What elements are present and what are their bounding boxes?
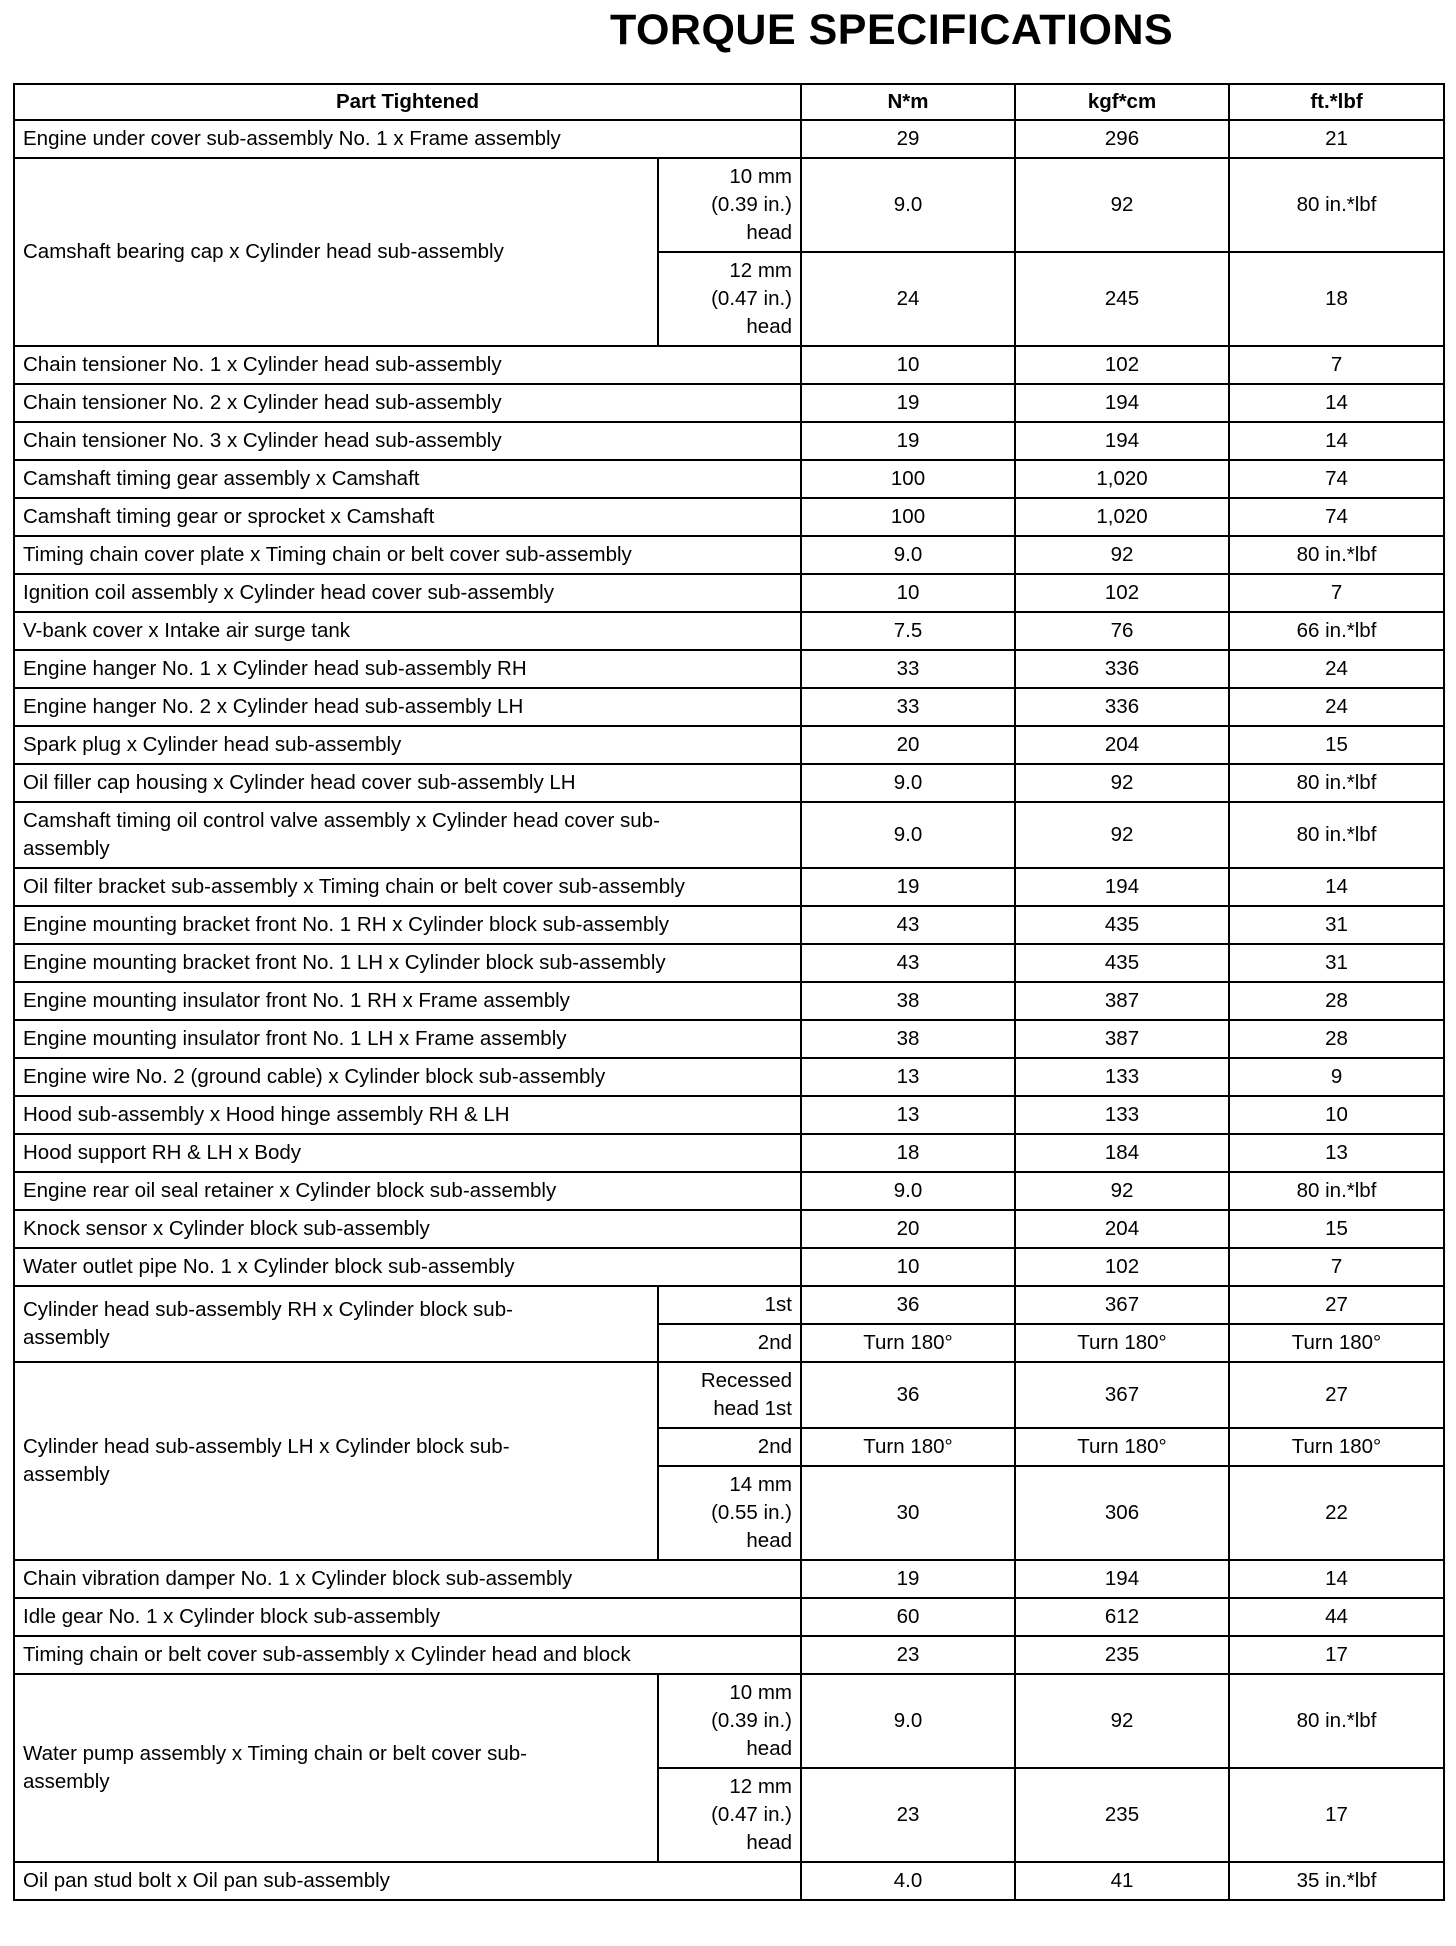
table-row	[14, 1172, 1444, 1210]
nm-cell: 10	[801, 574, 1015, 612]
part-tightened-cell: Engine under cover sub-assembly No. 1 x Frame assembly	[14, 120, 801, 158]
kgf-cm-cell: Turn 180°	[1015, 1324, 1229, 1362]
part-tightened-cell: Engine hanger No. 2 x Cylinder head sub-assembly LH	[14, 688, 801, 726]
kgf-cm-cell: 235	[1015, 1636, 1229, 1674]
ft-lbf-cell: 13	[1229, 1134, 1444, 1172]
kgf-cm-cell: 612	[1015, 1598, 1229, 1636]
table-row	[14, 384, 1444, 422]
part-tightened-cell: Chain vibration damper No. 1 x Cylinder block sub-assembly	[14, 1560, 801, 1598]
table-row	[14, 1020, 1444, 1058]
kgf-cm-cell: 336	[1015, 650, 1229, 688]
condition-cell: 14 mm (0.55 in.) head	[658, 1466, 801, 1560]
nm-cell: 30	[801, 1466, 1015, 1560]
table-row	[14, 1210, 1444, 1248]
part-tightened-cell: Camshaft bearing cap x Cylinder head sub-assembly	[14, 158, 658, 346]
header-part-tightened: Part Tightened	[14, 84, 801, 120]
kgf-cm-cell: 245	[1015, 252, 1229, 346]
ft-lbf-cell: 24	[1229, 688, 1444, 726]
ft-lbf-cell: 74	[1229, 460, 1444, 498]
torque-spec-table	[13, 83, 1445, 1901]
condition-cell: 2nd	[658, 1324, 801, 1362]
condition-cell: 10 mm (0.39 in.) head	[658, 158, 801, 252]
kgf-cm-cell: 387	[1015, 1020, 1229, 1058]
table-row	[14, 1674, 1444, 1768]
table-row	[14, 1096, 1444, 1134]
part-tightened-cell: Idle gear No. 1 x Cylinder block sub-assembly	[14, 1598, 801, 1636]
part-tightened-cell: Cylinder head sub-assembly RH x Cylinder block sub- assembly	[14, 1286, 658, 1362]
ft-lbf-cell: 80 in.*lbf	[1229, 158, 1444, 252]
kgf-cm-cell: 336	[1015, 688, 1229, 726]
table-row	[14, 1134, 1444, 1172]
kgf-cm-cell: 194	[1015, 1560, 1229, 1598]
kgf-cm-cell: 76	[1015, 612, 1229, 650]
part-tightened-cell: Spark plug x Cylinder head sub-assembly	[14, 726, 801, 764]
nm-cell: 9.0	[801, 764, 1015, 802]
condition-cell: 12 mm (0.47 in.) head	[658, 1768, 801, 1862]
nm-cell: 33	[801, 650, 1015, 688]
kgf-cm-cell: 306	[1015, 1466, 1229, 1560]
table-row	[14, 982, 1444, 1020]
part-tightened-cell: Camshaft timing oil control valve assembly x Cylinder head cover sub- assembly	[14, 802, 801, 868]
table-row	[14, 536, 1444, 574]
table-row	[14, 688, 1444, 726]
table-row	[14, 1560, 1444, 1598]
part-tightened-cell: Engine wire No. 2 (ground cable) x Cylinder block sub-assembly	[14, 1058, 801, 1096]
condition-cell: 2nd	[658, 1428, 801, 1466]
part-tightened-cell: V-bank cover x Intake air surge tank	[14, 612, 801, 650]
part-tightened-cell: Engine hanger No. 1 x Cylinder head sub-assembly RH	[14, 650, 801, 688]
table-row	[14, 460, 1444, 498]
kgf-cm-cell: 102	[1015, 1248, 1229, 1286]
nm-cell: 24	[801, 252, 1015, 346]
ft-lbf-cell: 18	[1229, 252, 1444, 346]
part-tightened-cell: Engine rear oil seal retainer x Cylinder block sub-assembly	[14, 1172, 801, 1210]
kgf-cm-cell: 92	[1015, 1674, 1229, 1768]
nm-cell: 19	[801, 384, 1015, 422]
part-tightened-cell: Timing chain cover plate x Timing chain or belt cover sub-assembly	[14, 536, 801, 574]
header-nm: N*m	[801, 84, 1015, 120]
table-row	[14, 1862, 1444, 1900]
ft-lbf-cell: 44	[1229, 1598, 1444, 1636]
kgf-cm-cell: 1,020	[1015, 498, 1229, 536]
ft-lbf-cell: 24	[1229, 650, 1444, 688]
kgf-cm-cell: 194	[1015, 868, 1229, 906]
part-tightened-cell: Oil pan stud bolt x Oil pan sub-assembly	[14, 1862, 801, 1900]
condition-cell: 10 mm (0.39 in.) head	[658, 1674, 801, 1768]
nm-cell: 38	[801, 1020, 1015, 1058]
table-row	[14, 650, 1444, 688]
nm-cell: 29	[801, 120, 1015, 158]
kgf-cm-cell: 92	[1015, 158, 1229, 252]
nm-cell: 36	[801, 1362, 1015, 1428]
table-row	[14, 906, 1444, 944]
table-row	[14, 1286, 1444, 1324]
ft-lbf-cell: Turn 180°	[1229, 1428, 1444, 1466]
table-row	[14, 574, 1444, 612]
kgf-cm-cell: 194	[1015, 422, 1229, 460]
ft-lbf-cell: 80 in.*lbf	[1229, 802, 1444, 868]
part-tightened-cell: Chain tensioner No. 3 x Cylinder head sub-assembly	[14, 422, 801, 460]
nm-cell: 43	[801, 944, 1015, 982]
table-row	[14, 1248, 1444, 1286]
nm-cell: 9.0	[801, 158, 1015, 252]
kgf-cm-cell: 204	[1015, 1210, 1229, 1248]
condition-cell: 12 mm (0.47 in.) head	[658, 252, 801, 346]
part-tightened-cell: Engine mounting insulator front No. 1 LH x Frame assembly	[14, 1020, 801, 1058]
kgf-cm-cell: 133	[1015, 1058, 1229, 1096]
nm-cell: 36	[801, 1286, 1015, 1324]
table-body	[14, 120, 1444, 1900]
nm-cell: 100	[801, 460, 1015, 498]
ft-lbf-cell: 22	[1229, 1466, 1444, 1560]
ft-lbf-cell: 7	[1229, 574, 1444, 612]
table-row	[14, 158, 1444, 252]
kgf-cm-cell: 194	[1015, 384, 1229, 422]
nm-cell: Turn 180°	[801, 1324, 1015, 1362]
ft-lbf-cell: 14	[1229, 868, 1444, 906]
nm-cell: 10	[801, 1248, 1015, 1286]
nm-cell: 4.0	[801, 1862, 1015, 1900]
nm-cell: 19	[801, 1560, 1015, 1598]
ft-lbf-cell: 28	[1229, 1020, 1444, 1058]
ft-lbf-cell: 14	[1229, 384, 1444, 422]
table-row	[14, 1362, 1444, 1428]
part-tightened-cell: Ignition coil assembly x Cylinder head cover sub-assembly	[14, 574, 801, 612]
part-tightened-cell: Chain tensioner No. 1 x Cylinder head sub-assembly	[14, 346, 801, 384]
table-row	[14, 944, 1444, 982]
kgf-cm-cell: 387	[1015, 982, 1229, 1020]
ft-lbf-cell: 31	[1229, 906, 1444, 944]
kgf-cm-cell: 92	[1015, 764, 1229, 802]
table-row	[14, 612, 1444, 650]
nm-cell: 33	[801, 688, 1015, 726]
part-tightened-cell: Water pump assembly x Timing chain or belt cover sub- assembly	[14, 1674, 658, 1862]
kgf-cm-cell: 92	[1015, 1172, 1229, 1210]
nm-cell: 20	[801, 726, 1015, 764]
nm-cell: 38	[801, 982, 1015, 1020]
part-tightened-cell: Chain tensioner No. 2 x Cylinder head sub-assembly	[14, 384, 801, 422]
table-row	[14, 422, 1444, 460]
condition-cell: Recessed head 1st	[658, 1362, 801, 1428]
ft-lbf-cell: 80 in.*lbf	[1229, 764, 1444, 802]
kgf-cm-cell: 102	[1015, 346, 1229, 384]
table-row	[14, 1598, 1444, 1636]
nm-cell: 7.5	[801, 612, 1015, 650]
kgf-cm-cell: 41	[1015, 1862, 1229, 1900]
page-title: TORQUE SPECIFICATIONS	[610, 6, 1174, 54]
kgf-cm-cell: 435	[1015, 906, 1229, 944]
ft-lbf-cell: 14	[1229, 1560, 1444, 1598]
part-tightened-cell: Engine mounting bracket front No. 1 LH x Cylinder block sub-assembly	[14, 944, 801, 982]
nm-cell: 23	[801, 1636, 1015, 1674]
kgf-cm-cell: 102	[1015, 574, 1229, 612]
part-tightened-cell: Hood support RH & LH x Body	[14, 1134, 801, 1172]
table-row	[14, 1636, 1444, 1674]
part-tightened-cell: Engine mounting insulator front No. 1 RH x Frame assembly	[14, 982, 801, 1020]
table-row	[14, 726, 1444, 764]
table-header-row	[14, 84, 1444, 120]
nm-cell: 43	[801, 906, 1015, 944]
ft-lbf-cell: 17	[1229, 1636, 1444, 1674]
nm-cell: 60	[801, 1598, 1015, 1636]
part-tightened-cell: Oil filter bracket sub-assembly x Timing chain or belt cover sub-assembly	[14, 868, 801, 906]
ft-lbf-cell: 80 in.*lbf	[1229, 1172, 1444, 1210]
ft-lbf-cell: 31	[1229, 944, 1444, 982]
nm-cell: 9.0	[801, 536, 1015, 574]
nm-cell: 23	[801, 1768, 1015, 1862]
nm-cell: 100	[801, 498, 1015, 536]
nm-cell: 19	[801, 868, 1015, 906]
part-tightened-cell: Water outlet pipe No. 1 x Cylinder block sub-assembly	[14, 1248, 801, 1286]
part-tightened-cell: Knock sensor x Cylinder block sub-assembly	[14, 1210, 801, 1248]
kgf-cm-cell: 133	[1015, 1096, 1229, 1134]
ft-lbf-cell: 14	[1229, 422, 1444, 460]
kgf-cm-cell: 367	[1015, 1286, 1229, 1324]
nm-cell: 19	[801, 422, 1015, 460]
ft-lbf-cell: 15	[1229, 1210, 1444, 1248]
kgf-cm-cell: 367	[1015, 1362, 1229, 1428]
ft-lbf-cell: 35 in.*lbf	[1229, 1862, 1444, 1900]
ft-lbf-cell: 66 in.*lbf	[1229, 612, 1444, 650]
ft-lbf-cell: 17	[1229, 1768, 1444, 1862]
ft-lbf-cell: 9	[1229, 1058, 1444, 1096]
kgf-cm-cell: 204	[1015, 726, 1229, 764]
kgf-cm-cell: 296	[1015, 120, 1229, 158]
part-tightened-cell: Hood sub-assembly x Hood hinge assembly RH & LH	[14, 1096, 801, 1134]
table-row	[14, 120, 1444, 158]
ft-lbf-cell: 10	[1229, 1096, 1444, 1134]
part-tightened-cell: Oil filler cap housing x Cylinder head cover sub-assembly LH	[14, 764, 801, 802]
ft-lbf-cell: 21	[1229, 120, 1444, 158]
kgf-cm-cell: 184	[1015, 1134, 1229, 1172]
part-tightened-cell: Engine mounting bracket front No. 1 RH x Cylinder block sub-assembly	[14, 906, 801, 944]
nm-cell: 20	[801, 1210, 1015, 1248]
ft-lbf-cell: 27	[1229, 1362, 1444, 1428]
nm-cell: 9.0	[801, 1172, 1015, 1210]
kgf-cm-cell: 1,020	[1015, 460, 1229, 498]
nm-cell: 13	[801, 1096, 1015, 1134]
part-tightened-cell: Camshaft timing gear assembly x Camshaft	[14, 460, 801, 498]
table-row	[14, 868, 1444, 906]
table-row	[14, 764, 1444, 802]
ft-lbf-cell: 80 in.*lbf	[1229, 1674, 1444, 1768]
ft-lbf-cell: 74	[1229, 498, 1444, 536]
condition-cell: 1st	[658, 1286, 801, 1324]
ft-lbf-cell: 28	[1229, 982, 1444, 1020]
ft-lbf-cell: 7	[1229, 1248, 1444, 1286]
nm-cell: 10	[801, 346, 1015, 384]
ft-lbf-cell: 15	[1229, 726, 1444, 764]
nm-cell: 9.0	[801, 1674, 1015, 1768]
nm-cell: 9.0	[801, 802, 1015, 868]
ft-lbf-cell: 27	[1229, 1286, 1444, 1324]
kgf-cm-cell: 92	[1015, 536, 1229, 574]
ft-lbf-cell: Turn 180°	[1229, 1324, 1444, 1362]
kgf-cm-cell: 92	[1015, 802, 1229, 868]
part-tightened-cell: Cylinder head sub-assembly LH x Cylinder block sub- assembly	[14, 1362, 658, 1560]
header-kgf-cm: kgf*cm	[1015, 84, 1229, 120]
ft-lbf-cell: 80 in.*lbf	[1229, 536, 1444, 574]
nm-cell: 18	[801, 1134, 1015, 1172]
kgf-cm-cell: Turn 180°	[1015, 1428, 1229, 1466]
header-ft-lbf: ft.*lbf	[1229, 84, 1444, 120]
kgf-cm-cell: 435	[1015, 944, 1229, 982]
part-tightened-cell: Timing chain or belt cover sub-assembly x Cylinder head and block	[14, 1636, 801, 1674]
kgf-cm-cell: 235	[1015, 1768, 1229, 1862]
part-tightened-cell: Camshaft timing gear or sprocket x Camshaft	[14, 498, 801, 536]
nm-cell: 13	[801, 1058, 1015, 1096]
table-row	[14, 1058, 1444, 1096]
table-row	[14, 498, 1444, 536]
table-row	[14, 346, 1444, 384]
table-row	[14, 802, 1444, 868]
nm-cell: Turn 180°	[801, 1428, 1015, 1466]
ft-lbf-cell: 7	[1229, 346, 1444, 384]
